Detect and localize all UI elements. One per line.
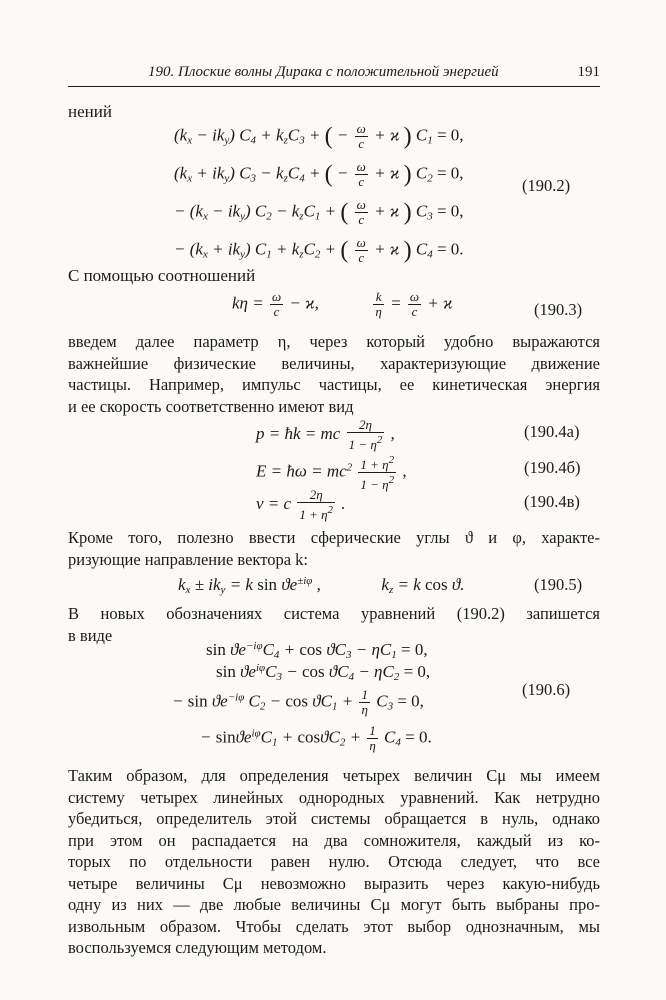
paragraph-line: в виде [68, 625, 113, 645]
text-with-help: С помощью соотношений [68, 266, 256, 285]
paragraph-line: и ее скорость соответственно имеют вид [68, 396, 354, 416]
paragraph-line: одну из них — две любые величины Cμ могут быть выбраны про- [68, 895, 600, 914]
equation-190-4b: E = ħω = $mc^2$ $\frac{1 + \eta^2}{1 - \eta^2}$ , [256, 454, 407, 492]
paragraph-line: ризующие направление вектора k: [68, 549, 308, 569]
equation-190-3: kη = $\frac{\omega}{c}$ − ϰ, $\frac{k}{\eta}$ = $\frac{\omega}{c}$ + ϰ [232, 289, 453, 319]
paragraph-line: извольным образом. Чтобы сделать этот выбор однозначным, мы [68, 916, 600, 936]
equation-190-4v: v = c $\frac{2\eta}{1 + \eta^2}$ . [256, 487, 346, 522]
equation-190-4a: p = ħk = mc $\frac{2\eta}{1 - \eta^2}$ , [256, 417, 395, 452]
paragraph-line: воспользуемся следующим методом. [68, 938, 327, 957]
equation-number-190-2: (190.2) [522, 176, 571, 195]
paragraph-parameter-eta [68, 331, 600, 417]
equation-number-190-3: (190.3) [534, 300, 583, 319]
section-title: 190. Плоские волны Дирака с положительной энергией [148, 64, 499, 80]
paragraph-line: важнейшие физические величины, характеризующие движение [68, 353, 600, 373]
paragraph-spherical-angles [68, 527, 600, 570]
paragraph-line: при этом он распадается на два сомножителя, каждый из ко- [68, 830, 600, 850]
equation-190-6-line-4: − $\sin ϑe^{i\varphi}C_1 + \cos ϑC_2$ + $\frac{1}{\eta}$ $C_4 = 0$. [200, 723, 432, 753]
running-head [68, 64, 600, 84]
equation-number-190-5: (190.5) [534, 575, 583, 594]
paragraph-line: убедиться, определитель этой системы обращается в нуль, однако [68, 809, 600, 828]
equation-190-6-line-1: $\sin ϑe^{-i\varphi}C_4 + \cos ϑC_3 - \eta C_1 = 0$, [206, 640, 428, 661]
equation-number-190-4a: (190.4а) [524, 422, 580, 441]
paragraph-line: торых по отдельности равен нулю. Отсюда следует, что все [68, 852, 600, 871]
paragraph-line: четыре величины Cμ невозможно выразить через какую-нибудь [68, 873, 600, 893]
paragraph-line: частицы. Например, импульс частицы, ее кинетическая энергия [68, 375, 600, 394]
equation-number-190-4b: (190.4б) [524, 458, 581, 477]
paragraph-line: введем далее параметр η, через который удобно выражаются [68, 332, 600, 351]
paragraph-line: В новых обозначениях система уравнений (190.2) запишется [68, 604, 600, 623]
paragraph-line: Кроме того, полезно ввести сферические углы ϑ и φ, характе- [68, 528, 600, 547]
page-number: 191 [577, 64, 600, 80]
equation-190-2-line-3: − $(k_x - ik_y) C_2 - k_zC_1$ + ( $\frac{\omega}{c}$ + ϰ ) $C_3 = 0$, [174, 197, 464, 227]
equation-190-5: $k_x \pm ik_y = k$ $\sin ϑe^{\pm i\varphi}$ , $k_z = k$ cos ϑ. [178, 575, 465, 596]
equation-190-6-line-3: − $\sin ϑe^{-i\varphi}$ $C_2 - \cos ϑC_1$ + $\frac{1}{\eta}$ $C_3 = 0$, [172, 687, 424, 717]
paragraph-line: Таким образом, для определения четырех величин Cμ мы имеем [68, 766, 600, 785]
equation-190-6-line-2: $\sin ϑe^{i\varphi}C_3 - \cos ϑC_4 - \eta C_2 = 0$, [216, 662, 431, 683]
equation-190-2-line-1: $(k_x - ik_y) C_4 + k_zC_3$ + ( − $\frac{\omega}{c}$ + ϰ ) $C_1 = 0$, [174, 121, 464, 151]
paragraph-line: систему четырех линейных однородных уравнений. Как нетрудно [68, 787, 600, 807]
header-rule [68, 86, 600, 87]
equation-number-190-6: (190.6) [522, 680, 571, 699]
paragraph-determinant [68, 765, 600, 959]
equation-number-190-4v: (190.4в) [524, 492, 580, 511]
text-intro-word: нений [68, 102, 112, 121]
equation-190-2-line-4: − $(k_x + ik_y) C_1 + k_zC_2$ + ( $\frac{\omega}{c}$ + ϰ ) $C_4 = 0$. [174, 235, 464, 265]
equation-190-2-line-2: $(k_x + ik_y) C_3 - k_zC_4$ + ( − $\frac{\omega}{c}$ + ϰ ) $C_2 = 0$, [174, 159, 464, 189]
